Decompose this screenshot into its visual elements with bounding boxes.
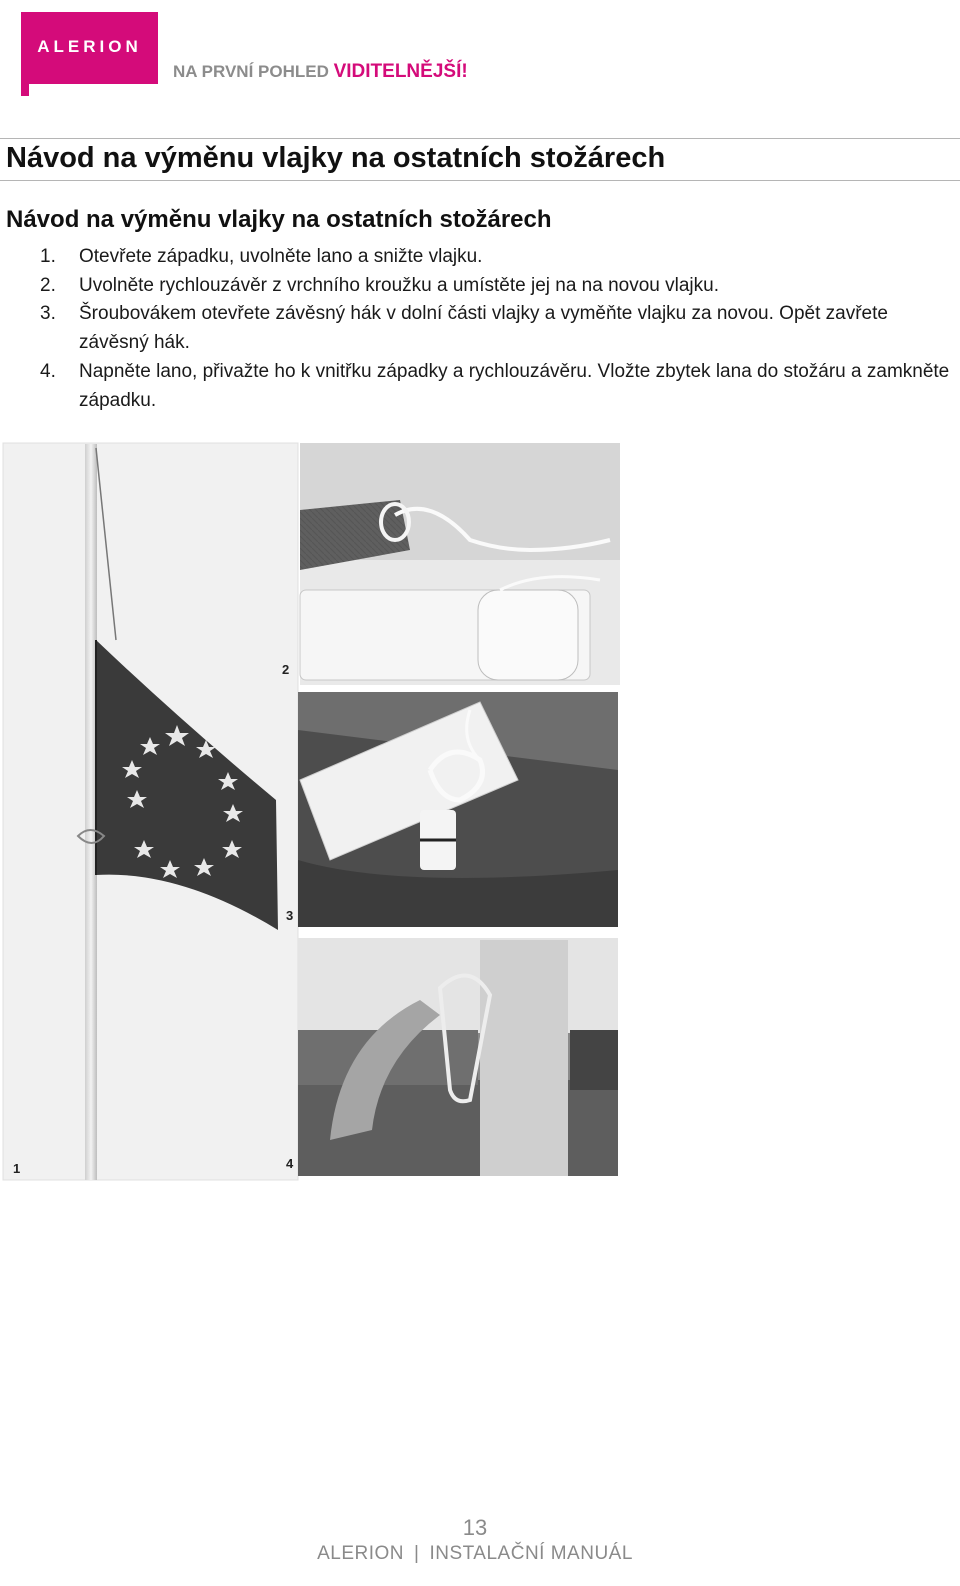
step-number: 4. [40,360,56,382]
footer-brand: ALERION [317,1543,404,1564]
step-text: Uvolněte rychlouzávěr z vrchního kroužku a umístěte jej na na novou vlajku. [79,274,719,296]
instruction-list [0,243,950,415]
tagline-prefix: NA PRVNÍ POHLED [173,62,334,81]
step-text: Otevřete západku, uvolněte lano a snižte vlajku. [79,246,483,267]
flag-replacement-photos [0,440,625,1185]
footer-manual-title: INSTALAČNÍ MANUÁL [429,1543,633,1564]
logo-accent [21,84,29,96]
step-number: 1. [40,246,56,267]
tagline-accent: VIDITELNĚJŠÍ! [333,61,468,82]
page-footer [0,1543,950,1565]
section-heading: Návod na výměnu vlajky na ostatních stožárech [6,206,552,233]
step-text: Napněte lano, přivažte ho k vnitřku západky a rychlouzávěru. Vložte zbytek lana do stožáru a zamkněte západku. [79,360,950,411]
photo-closing-hook [298,938,618,1176]
instruction-step [0,358,950,415]
title-divider [0,180,960,181]
footer-separator: | [414,1543,420,1564]
photo-carabiner [298,692,618,927]
photo-snap-hook [300,443,620,685]
instruction-step [0,272,950,301]
top-divider [0,138,960,139]
logo-text: ALERION [37,37,142,56]
instruction-step [0,300,950,357]
photo-lowered-flag [3,443,298,1180]
step-text: Šroubovákem otevřete závěsný hák v dolní části vlajky a vyměňte vlajku za novou. Opět zavřete závěsný hák. [79,303,888,354]
figure-label: 2 [282,662,290,677]
figure-label: 3 [286,908,294,923]
figure-label: 1 [13,1161,21,1176]
page-number: 13 [462,1515,488,1540]
instruction-step [0,243,950,272]
tagline [173,61,468,83]
page-title: Návod na výměnu vlajky na ostatních stožárech [6,142,666,174]
alerion-logo [21,12,158,84]
step-number: 2. [40,274,56,296]
figure-label: 4 [286,1156,294,1171]
step-number: 3. [40,303,56,325]
